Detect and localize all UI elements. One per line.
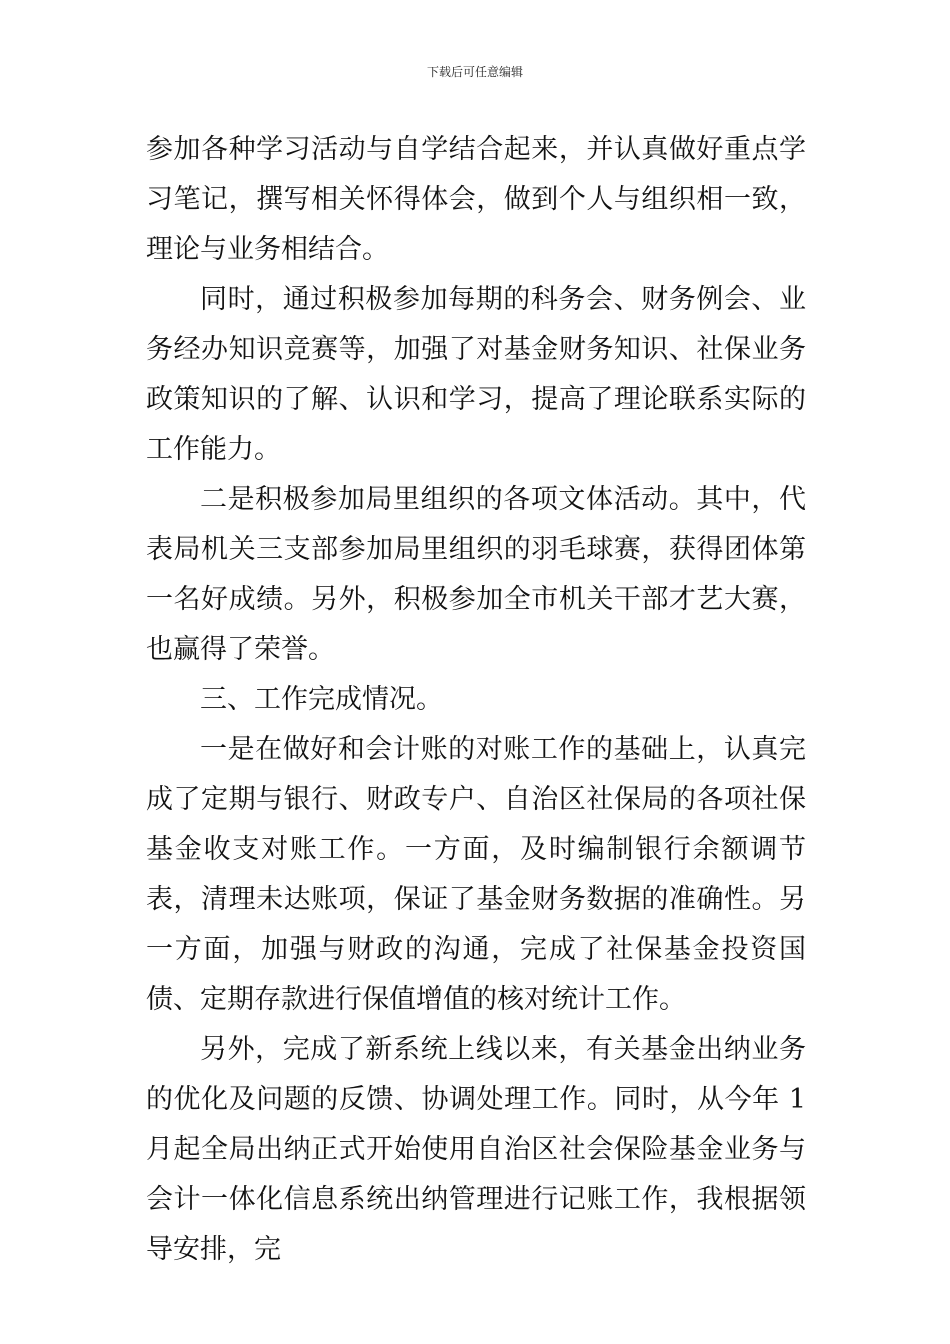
document-body — [146, 125, 806, 1275]
paragraph-activities: 二是积极参加局里组织的各项文体活动。其中，代表局机关三支部参加局里组织的羽毛球赛，获得团体第一名好成绩。另外，积极参加全市机关干部才艺大赛，也赢得了荣誉。 — [146, 484, 806, 665]
paragraph-meetings: 同时，通过积极参加每期的科务会、财务例会、业务经办知识竞赛等，加强了对基金财务知识、社保业务政策知识的了解、认识和学习，提高了理论联系实际的工作能力。 — [146, 284, 806, 465]
section-heading-work-completion: 三、工作完成情况。 — [200, 684, 443, 715]
paragraph-reconciliation: 一是在做好和会计账的对账工作的基础上，认真完成了定期与银行、财政专户、自治区社保局的各项社保基金收支对账工作。一方面，及时编制银行余额调节表，清理未达账项，保证了基金财务数据的准确性。另一方面，加强与财政的沟通，完成了社保基金投资国债、定期存款进行保值增值的核对统计工作。 — [146, 734, 806, 1015]
paragraph-new-system: 另外，完成了新系统上线以来，有关基金出纳业务的优化及问题的反馈、协调处理工作。同时，从今年 1 月起全局出纳正式开始使用自治区社会保险基金业务与会计一体化信息系统出纳管理进行记账工作，我根据领导安排，完 — [146, 1034, 806, 1265]
paragraph-study: 参加各种学习活动与自学结合起来，并认真做好重点学习笔记，撰写相关怀得体会，做到个人与组织相一致，理论与业务相结合。 — [146, 134, 806, 265]
page-header: 下载后可任意编辑 — [426, 65, 523, 79]
